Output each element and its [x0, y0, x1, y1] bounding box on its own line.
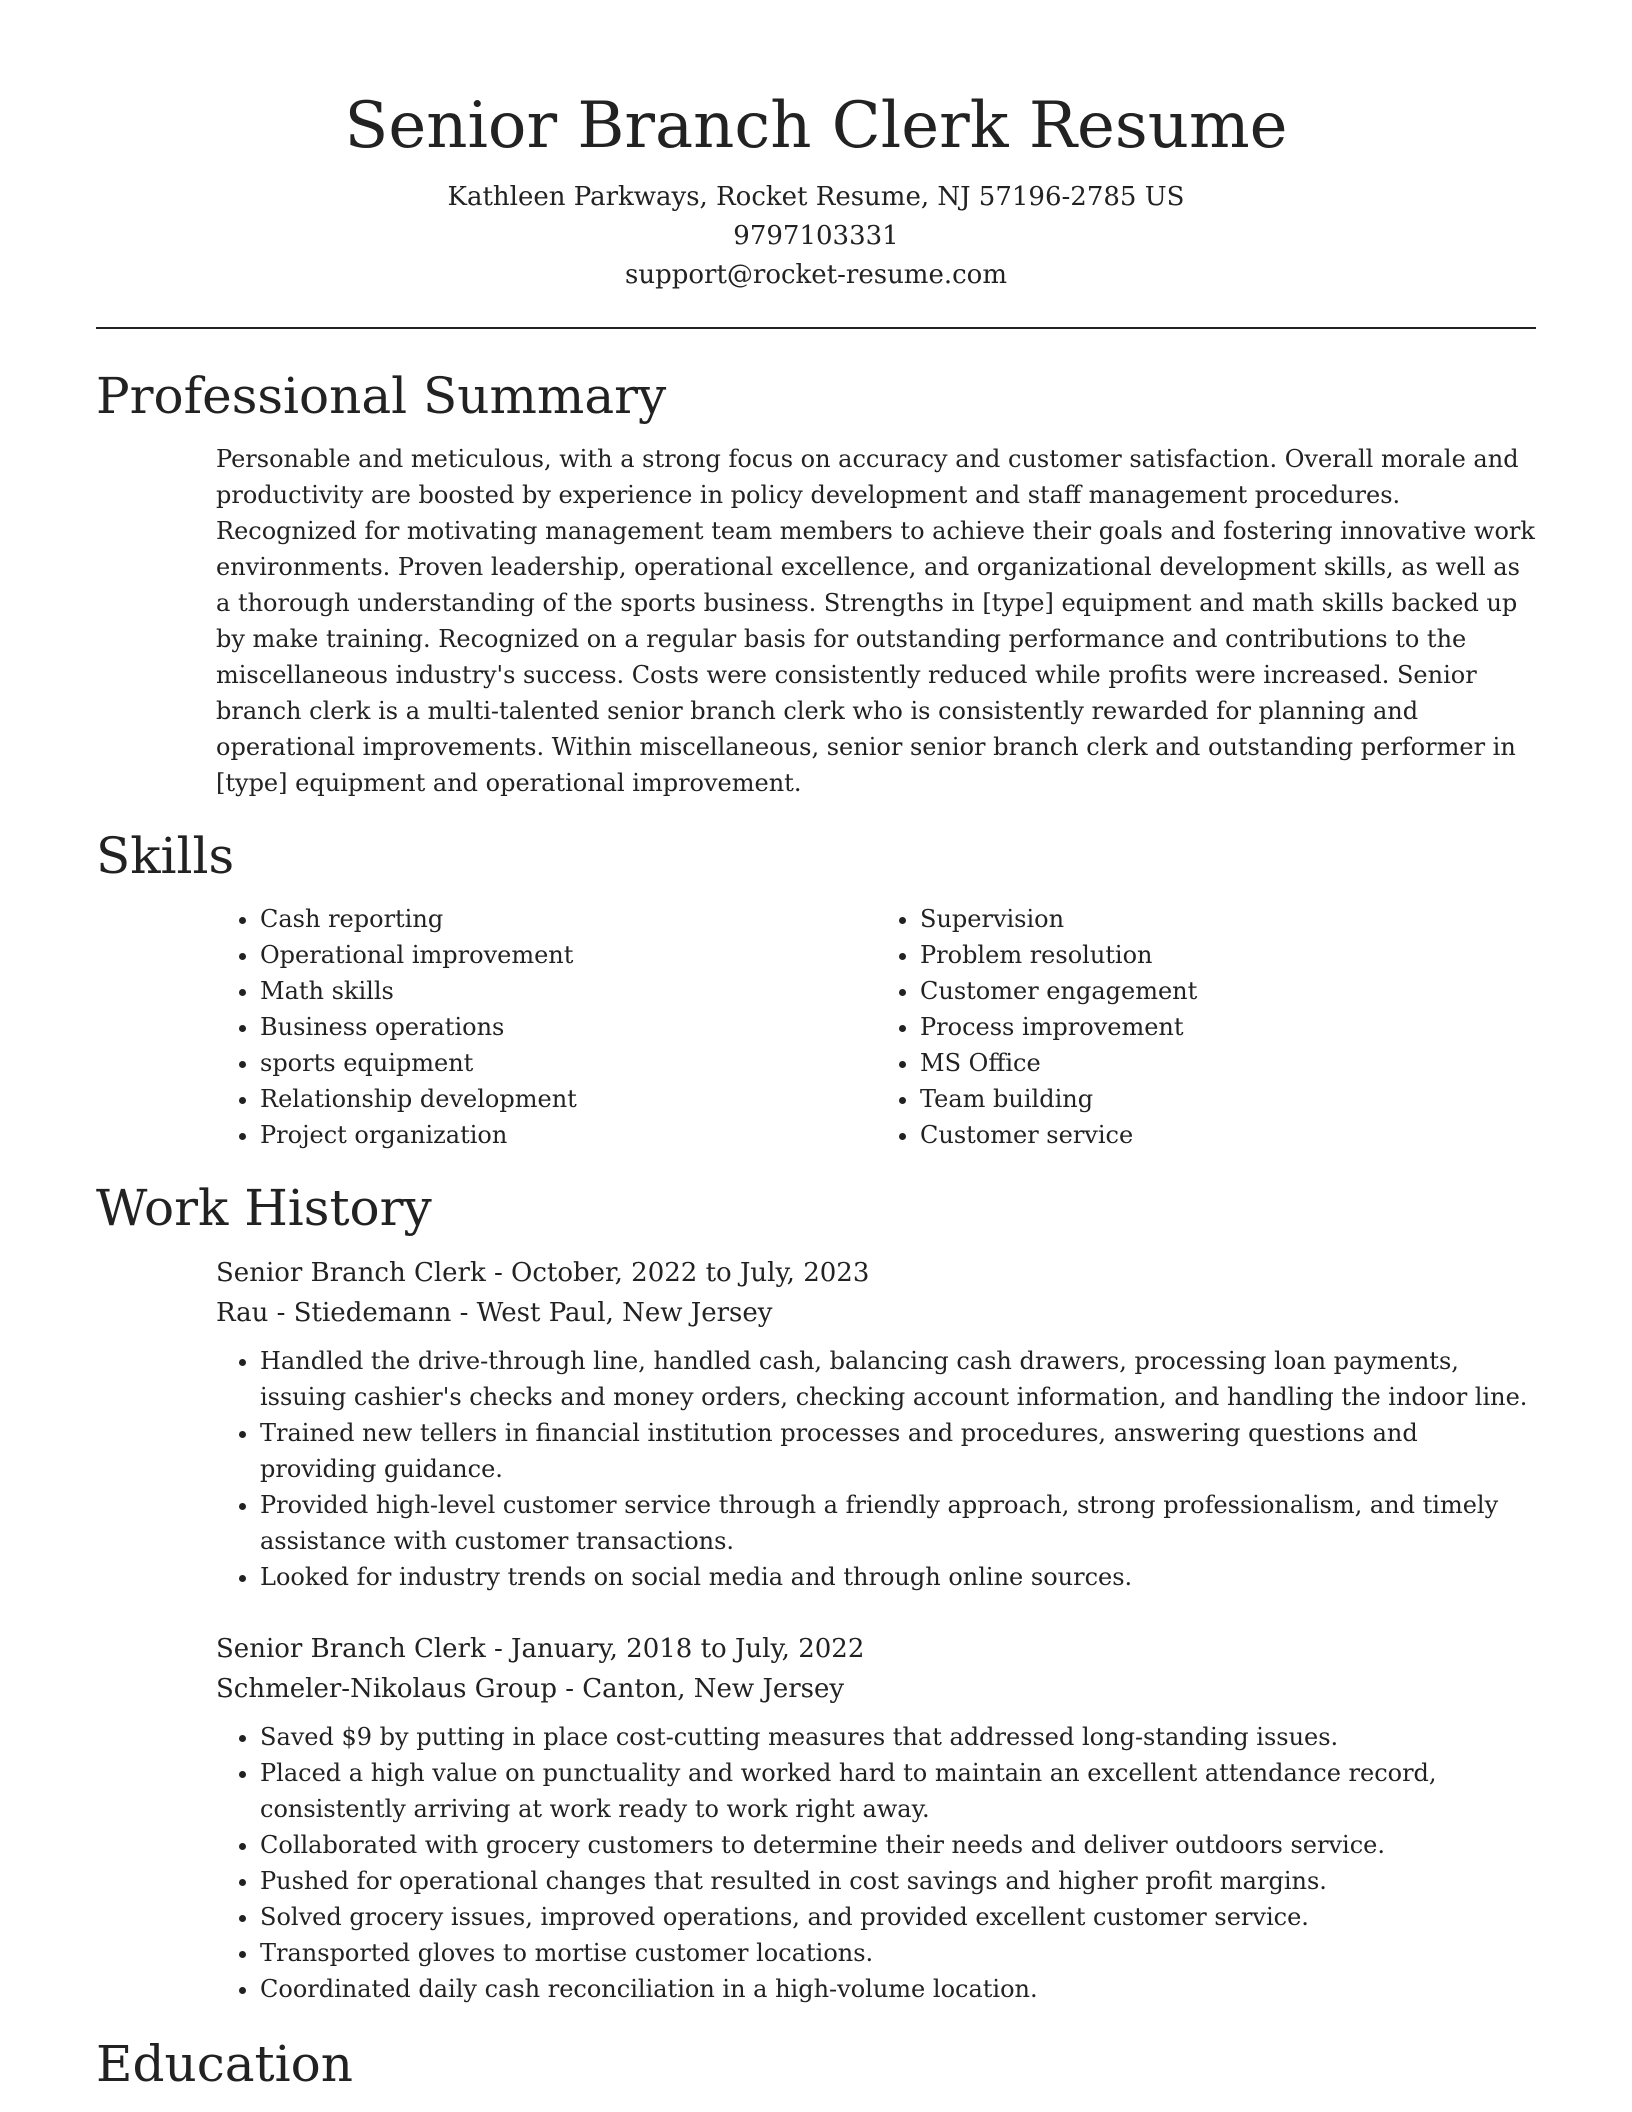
header-divider [96, 327, 1536, 329]
skill-item: • Customer service [920, 1117, 1536, 1153]
skills-grid [96, 901, 1536, 1153]
job-bullet: • Provided high-level customer service through a friendly approach, strong professionalism, and timely assistance with customer transactions. [260, 1487, 1536, 1559]
job-title-dates: Senior Branch Clerk - October, 2022 to July, 2023 [216, 1258, 870, 1288]
job-entry [96, 1253, 1536, 1595]
skill-item: • Problem resolution [920, 937, 1536, 973]
skill-item: • Process improvement [920, 1009, 1536, 1045]
job-entry [96, 1629, 1536, 2007]
skills-left-list [216, 901, 876, 1153]
skill-item: • Math skills [260, 973, 876, 1009]
job-bullet-list [216, 1719, 1536, 2007]
education-heading: Education [96, 2035, 353, 2093]
skills-heading: Skills [96, 827, 235, 885]
job-bullet: • Coordinated daily cash reconciliation in a high-volume location. [260, 1971, 1536, 2007]
skills-section [96, 823, 1536, 1153]
contact-address: Kathleen Parkways, Rocket Resume, NJ 57196-2785 US [447, 182, 1185, 212]
summary-text: Personable and meticulous, with a strong focus on accuracy and customer satisfaction. Overall morale and productivity are boosted by experience in policy development and staff management procedures. Recognized for motivating management team members to achieve their goals and fostering innovative work environments. Proven leadership, operational excellence, and organizational development skills, as well as a thorough understanding of the sports business. Strengths in [type] equipment and math skills backed up by make training. Recognized on a regular basis for outstanding performance and contributions to the miscellaneous industry's success. Costs were consistently reduced while profits were increased. Senior branch clerk is a multi-talented senior branch clerk who is consistently rewarded for planning and operational improvements. Within miscellaneous, senior senior branch clerk and outstanding performer in [type] equipment and operational improvement. [216, 445, 1535, 797]
job-bullet-list [216, 1343, 1536, 1595]
job-bullet: • Transported gloves to mortise customer locations. [260, 1935, 1536, 1971]
skill-item: • sports equipment [260, 1045, 876, 1081]
job-company-location: Rau - Stiedemann - West Paul, New Jersey [216, 1298, 773, 1328]
education-section [96, 2031, 1536, 2097]
job-bullet: • Looked for industry trends on social media and through online sources. [260, 1559, 1536, 1595]
skill-item: • Operational improvement [260, 937, 876, 973]
contact-phone: 9797103331 [733, 221, 899, 251]
skill-item: • Cash reporting [260, 901, 876, 937]
work-history-section [96, 1175, 1536, 2007]
contact-email: support@rocket-resume.com [624, 260, 1007, 290]
skill-item: • Business operations [260, 1009, 876, 1045]
skill-item: • Project organization [260, 1117, 876, 1153]
skill-item: • Team building [920, 1081, 1536, 1117]
job-bullet: • Placed a high value on punctuality and worked hard to maintain an excellent attendance record, consistently arriving at work ready to work right away. [260, 1755, 1536, 1827]
job-bullet: • Solved grocery issues, improved operations, and provided excellent customer service. [260, 1899, 1536, 1935]
job-bullet: • Trained new tellers in financial institution processes and procedures, answering questions and providing guidance. [260, 1415, 1536, 1487]
summary-heading: Professional Summary [96, 367, 667, 425]
work-history-heading: Work History [96, 1179, 432, 1237]
job-company-location: Schmeler-Nikolaus Group - Canton, New Jersey [216, 1674, 845, 1704]
skill-item: • Supervision [920, 901, 1536, 937]
skill-item: • Relationship development [260, 1081, 876, 1117]
resume-header [96, 0, 1536, 295]
job-bullet: • Handled the drive-through line, handled cash, balancing cash drawers, processing loan payments, issuing cashier's checks and money orders, checking account information, and handling the indoor line. [260, 1343, 1536, 1415]
skill-item: • Customer engagement [920, 973, 1536, 1009]
job-bullet: • Pushed for operational changes that resulted in cost savings and higher profit margins. [260, 1863, 1536, 1899]
skill-item: • MS Office [920, 1045, 1536, 1081]
summary-section [96, 363, 1536, 801]
job-bullet: • Collaborated with grocery customers to determine their needs and deliver outdoors service. [260, 1827, 1536, 1863]
skills-right-list [876, 901, 1536, 1153]
contact-block [96, 178, 1536, 295]
job-title-dates: Senior Branch Clerk - January, 2018 to July, 2022 [216, 1634, 865, 1664]
job-bullet: • Saved $9 by putting in place cost-cutting measures that addressed long-standing issues. [260, 1719, 1536, 1755]
page-title: Senior Branch Clerk Resume [344, 89, 1288, 163]
